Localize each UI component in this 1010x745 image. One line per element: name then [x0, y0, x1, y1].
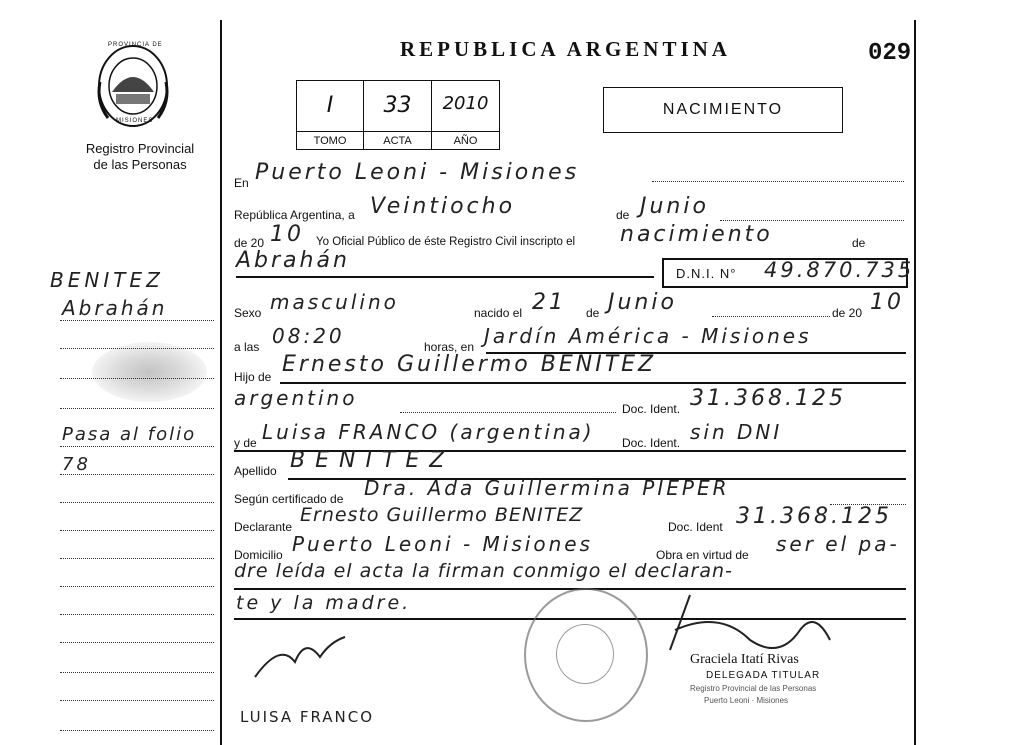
right-margin-rule — [914, 20, 916, 745]
doc-ident-label-2: Doc. Ident. — [622, 436, 681, 450]
father-name: Ernesto Guillermo BENITEZ — [282, 352, 657, 377]
hijo-label: Hijo de — [234, 370, 272, 384]
seal-text-bottom: MISIONES — [116, 118, 154, 124]
left-margin-rule — [220, 20, 222, 745]
declarante-label: Declarante — [234, 520, 293, 534]
official-office-1: Registro Provincial de las Personas — [690, 684, 817, 693]
ano-value: 2010 — [442, 93, 489, 114]
time-value: 08:20 — [272, 324, 345, 348]
ano-cell — [432, 81, 499, 149]
margin-note-line2: 78 — [62, 454, 91, 475]
domicilio-label: Domicilio — [234, 548, 283, 562]
republica-label: República Argentina, a — [234, 208, 355, 222]
official-stamp-inner — [556, 624, 614, 684]
dni-label: D.N.I. N° — [676, 266, 737, 281]
sexo-label: Sexo — [234, 306, 262, 320]
official-title: DELEGADA TITULAR — [706, 670, 821, 681]
declarante-name: Ernesto Guillermo BENITEZ — [300, 504, 584, 526]
place-value: Puerto Leoni - Misiones — [255, 160, 580, 185]
declarante-doc: 31.368.125 — [736, 504, 892, 529]
certificate-by: Dra. Ada Guillermina PIEPER — [364, 476, 730, 500]
provincial-seal — [94, 42, 172, 130]
act-value: nacimiento — [620, 222, 773, 247]
fingerprint — [92, 342, 207, 402]
de-label-2: de — [852, 236, 866, 250]
apellido-label: Apellido — [234, 464, 277, 478]
birth-day: 21 — [532, 290, 566, 315]
domicilio-value: Puerto Leoni - Misiones — [292, 532, 593, 556]
doc-ident-label-3: Doc. Ident — [668, 520, 723, 534]
registry-name-line2: de las Personas — [93, 157, 187, 172]
obra-text-3: te y la madre. — [236, 592, 412, 614]
de-label-1: de — [616, 208, 630, 222]
declarant-signature — [250, 632, 350, 682]
birth-year-suffix: 10 — [870, 290, 904, 315]
margin-note-line1: Pasa al folio — [62, 424, 197, 445]
en-label: En — [234, 176, 249, 190]
acta-value: 33 — [383, 93, 412, 118]
oficial-label: Yo Oficial Público de éste Registro Civil inscripto el — [316, 236, 576, 248]
official-office-2: Puerto Leoni · Misiones — [704, 696, 789, 705]
ano-label: AÑO — [453, 135, 478, 147]
father-doc: 31.368.125 — [690, 386, 846, 411]
acta-label: ACTA — [383, 135, 412, 147]
tomo-label: TOMO — [313, 135, 347, 147]
birth-month: Junio — [608, 290, 677, 315]
year-prefix-label: de 20 — [234, 236, 265, 250]
document-type-box — [603, 87, 843, 133]
a-las-label: a las — [234, 340, 260, 354]
de-label-4: de 20 — [832, 306, 863, 320]
seal-text-top: PROVINCIA DE — [108, 42, 163, 48]
year-suffix: 10 — [270, 222, 304, 247]
margin-surname: BENITEZ — [50, 268, 164, 292]
official-name: Graciela Itatí Rivas — [690, 652, 799, 667]
dni-value: 49.870.735 — [764, 258, 915, 282]
nacido-label: nacido el — [474, 306, 523, 320]
record-table — [296, 80, 500, 150]
doc-ident-label-1: Doc. Ident. — [622, 402, 681, 416]
obra-text-1: ser el pa- — [776, 532, 900, 556]
mother-name: Luisa FRANCO (argentina) — [262, 420, 595, 444]
child-name: Abrahán — [236, 248, 350, 273]
day-text: Veintiocho — [370, 194, 516, 219]
father-nationality: argentino — [234, 386, 358, 410]
sexo-value: masculino — [270, 290, 399, 314]
de-label-3: de — [586, 306, 600, 320]
registry-name-line1: Registro Provincial — [85, 141, 195, 156]
margin-first-name: Abrahán — [62, 296, 168, 320]
month-value: Junio — [640, 194, 709, 219]
dni-box — [662, 258, 915, 288]
horas-label: horas, en — [424, 340, 475, 354]
tomo-value: I — [326, 93, 334, 118]
page-title: REPUBLICA ARGENTINA — [400, 37, 731, 61]
mother-doc: sin DNI — [690, 420, 783, 444]
obra-text-2: dre leída el acta la firman conmigo el declaran- — [234, 560, 733, 582]
apellido-value: BENITEZ — [290, 448, 455, 473]
certificado-label: Según certificado de — [234, 492, 344, 506]
acta-cell — [364, 81, 432, 149]
obra-label: Obra en virtud de — [656, 548, 749, 562]
document-type: NACIMIENTO — [662, 101, 784, 118]
y-de-label: y de — [234, 436, 257, 450]
birth-place: Jardín América - Misiones — [484, 324, 812, 348]
tomo-cell — [297, 81, 364, 149]
folio-number: 029 — [868, 40, 912, 67]
mother-signature: LUISA FRANCO — [240, 708, 375, 726]
